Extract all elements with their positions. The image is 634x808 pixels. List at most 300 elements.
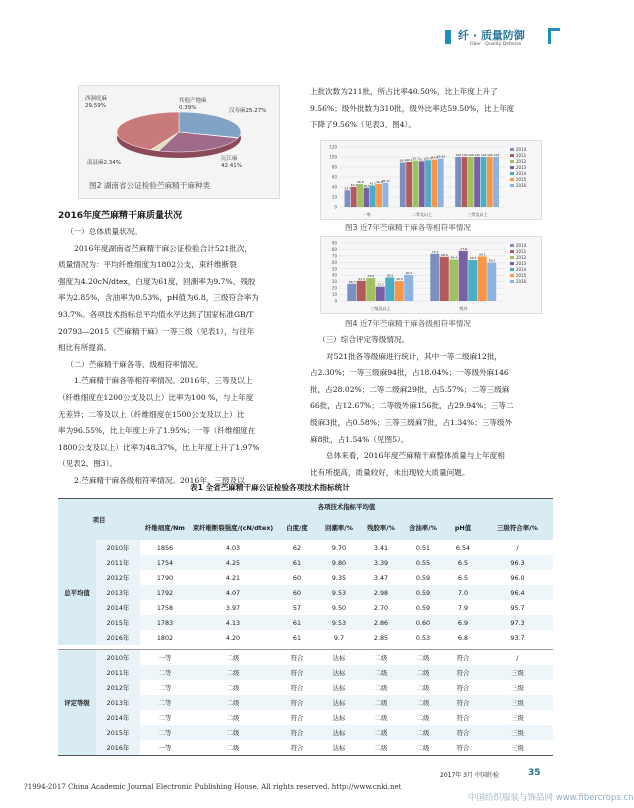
pie-label-other: 其他产地麻 0.39% — [179, 98, 207, 111]
table-row — [58, 600, 553, 615]
table-cell: 57 — [276, 600, 318, 615]
legend-swatch — [510, 262, 514, 265]
text-line: 相比有所提高。 — [58, 343, 112, 353]
column-header: 含油率/% — [402, 514, 444, 540]
table-row — [58, 650, 553, 666]
table-cell: 二等 — [140, 665, 190, 680]
table-row — [58, 680, 553, 695]
header-item: 项目 — [58, 499, 140, 540]
text-line: 占2.30%；一等三级麻94批，占18.04%；一等级外麻146 — [310, 368, 509, 378]
table-cell: 符合 — [444, 725, 482, 740]
bar — [425, 160, 431, 207]
bar — [357, 281, 366, 301]
bar — [345, 190, 351, 207]
table-cell: 4.07 — [190, 585, 276, 600]
bar-value-label: 35.6 — [367, 274, 375, 279]
text-line: 质量情况为：平均纤维细度为1802公支，束纤维断裂 — [58, 260, 237, 270]
table-cell: 符合 — [444, 695, 482, 710]
bar-value-label: 30.9 — [396, 277, 403, 282]
paragraph-summary — [310, 448, 550, 481]
bar — [376, 184, 382, 207]
bar-value-label: 69.1 — [479, 252, 486, 257]
table-cell: 9.70 — [318, 540, 360, 555]
y-tick-label: 0 — [334, 204, 337, 210]
text-line: 麻8批，占1.54%（见图5）。 — [310, 434, 409, 444]
figure-3-caption: 图3 近7年苎麻精干麻各等相符率情况 — [345, 223, 471, 232]
table-cell: 1802 — [140, 630, 190, 645]
legend-label: 2016 — [516, 183, 527, 188]
column-header: 束纤维断裂强度/(cN/dtex) — [190, 514, 276, 540]
pie-label-xidongting: 西洞庭麻 29.59% — [85, 96, 108, 109]
text-line: 级麻3批，占0.58%；三等三级麻7批，占1.34%；三等级外 — [310, 417, 513, 427]
y-tick-label: 90 — [331, 240, 337, 246]
table-cell: 二级 — [190, 695, 276, 710]
figure-4-caption: 图4 近7年苎麻精干麻各级相符率情况 — [345, 319, 471, 328]
table-cell: 3.41 — [360, 540, 402, 555]
bar — [468, 157, 474, 207]
table-cell: 二等 — [140, 710, 190, 725]
table-cell: 96.0 — [482, 570, 553, 585]
table-cell: 二等 — [140, 695, 190, 710]
legend-swatch — [510, 280, 514, 283]
bar — [400, 163, 406, 207]
bar-value-label: 45.8 — [356, 180, 364, 185]
x-category-label: 二等及以上 — [412, 212, 432, 217]
table-cell: 0.53 — [402, 630, 444, 645]
bar-value-label: 94.6 — [431, 155, 438, 160]
legend-label: 2011 — [516, 249, 527, 254]
bar — [357, 184, 363, 207]
bar — [459, 251, 468, 301]
bar-value-label: 100 — [480, 153, 487, 157]
bar-value-label: 90.1 — [406, 157, 413, 162]
y-tick-label: 80 — [331, 246, 337, 252]
table-cell: 符合 — [276, 740, 318, 755]
legend-swatch — [510, 160, 514, 163]
section-heading: 2016年度苎麻精干麻质量状况 — [58, 211, 183, 221]
text-line: 批，占28.02%；二等二级麻29批，占5.57%；二等三级麻 — [310, 384, 510, 394]
table-cell: 2012年 — [96, 570, 140, 585]
legend-swatch — [510, 148, 514, 151]
bar — [385, 277, 394, 301]
bar — [419, 161, 425, 207]
legend-label: 2013 — [516, 165, 527, 170]
legend-label: 2010 — [516, 243, 527, 248]
section-label: 总平均值 — [58, 540, 96, 645]
table-cell: 二级 — [190, 725, 276, 740]
table-cell: 9.35 — [318, 570, 360, 585]
bar — [430, 254, 439, 301]
y-tick-label: 120 — [329, 144, 337, 150]
y-tick-label: 60 — [331, 174, 337, 180]
table-cell: 2010年 — [96, 650, 140, 666]
text-line: 上批次数为211批，所占比率40.50%，比上年度上升了 — [310, 87, 498, 96]
bar — [474, 157, 480, 207]
table-cell: 二级 — [360, 725, 402, 740]
table-cell: 二级 — [402, 680, 444, 695]
text-line: 93.7%。各项技术指标总平均值水平达到了国家标准GB/T — [58, 309, 254, 319]
table-cell: 2011年 — [96, 665, 140, 680]
table-cell: 2013年 — [96, 585, 140, 600]
table-cell: 2015年 — [96, 615, 140, 630]
bar-value-label: 100 — [461, 153, 468, 157]
x-category-label: 一等 — [362, 212, 371, 217]
column-header: 三级符合率/% — [482, 514, 553, 540]
table-cell: 二级 — [360, 695, 402, 710]
table-cell: 达标 — [318, 650, 360, 666]
pie-label-yuanjiang: 沅江麻 42.41% — [221, 156, 242, 169]
y-tick-label: 70 — [331, 253, 337, 259]
legend-label: 2016 — [516, 279, 527, 284]
legend-swatch — [510, 244, 514, 247]
table-row — [58, 725, 553, 740]
table-title: 表1 全省苎麻精干麻公证检验各项技术指标统计 — [190, 483, 350, 492]
table-cell: 0.55 — [402, 555, 444, 570]
bar-value-label: 77.8 — [460, 246, 467, 251]
bar — [487, 263, 496, 301]
table-row — [58, 710, 553, 725]
table-cell: 符合 — [276, 680, 318, 695]
bar — [382, 183, 388, 207]
table-cell: 一等 — [140, 740, 190, 755]
legend-label: 2012 — [516, 159, 527, 164]
legend-label: 2013 — [516, 261, 527, 266]
table-cell: 二级 — [402, 695, 444, 710]
table-cell: 6.9 — [444, 615, 482, 630]
table-cell: 三级 — [482, 680, 553, 695]
bar — [351, 187, 357, 207]
table-cell: 4.20 — [190, 630, 276, 645]
bar — [478, 256, 487, 301]
table-cell: 三级 — [482, 695, 553, 710]
bar-value-label: 31.4 — [358, 276, 365, 281]
table-cell: 4.03 — [190, 540, 276, 555]
table-cell: 60 — [276, 585, 318, 600]
table-cell: 96.4 — [482, 585, 553, 600]
text-line: 9.56%；级外批数为310批，级外比率达59.50%，比上年度 — [310, 103, 515, 113]
bar-value-label: 40.5 — [405, 270, 413, 275]
table-cell: 符合 — [444, 650, 482, 666]
table-cell: 达标 — [318, 680, 360, 695]
table-cell: 93.7 — [482, 630, 553, 645]
table-cell: 符合 — [444, 740, 482, 755]
table-cell: 2016年 — [96, 630, 140, 645]
paragraph-grade — [58, 373, 293, 473]
figure-4 — [320, 236, 542, 314]
table-cell: 2013年 — [96, 695, 140, 710]
table-cell: 61 — [276, 615, 318, 630]
table-cell: 7.0 — [444, 585, 482, 600]
bar — [493, 157, 499, 207]
legend-swatch — [510, 256, 514, 259]
header-title: 纤 · 质量防御 — [458, 29, 525, 42]
text-line: 率为96.55%，比上年度上升了1.95%；一等（纤维细度在 — [58, 426, 256, 436]
bar — [404, 275, 413, 301]
bar-value-label: 100 — [455, 153, 462, 157]
table-cell: 1790 — [140, 570, 190, 585]
table-cell: 2012年 — [96, 680, 140, 695]
pie-caption: 图2 湖南省公证检验苎麻精干麻种类 — [89, 181, 211, 190]
y-tick-label: 0 — [334, 298, 337, 304]
bar-value-label: 100 — [474, 153, 481, 157]
bar-value-label: 43.1 — [369, 181, 377, 186]
table-cell: 3.39 — [360, 555, 402, 570]
table-cell: 二级 — [190, 740, 276, 755]
table-cell: 二级 — [190, 650, 276, 666]
legend-label: 2012 — [516, 255, 527, 260]
table-cell: 6.5 — [444, 555, 482, 570]
table-cell: 61 — [276, 555, 318, 570]
bar — [468, 260, 477, 301]
table-cell: 1792 — [140, 585, 190, 600]
table-cell: 二级 — [402, 740, 444, 755]
legend-label: 2014 — [516, 171, 527, 176]
bar — [347, 284, 356, 301]
text-line: 下降了9.56%（见表3、图4）。 — [310, 120, 416, 130]
table-cell: 符合 — [444, 665, 482, 680]
table-cell: 0.59 — [402, 570, 444, 585]
table-cell: 60 — [276, 570, 318, 585]
table-cell: 二等 — [140, 725, 190, 740]
bar-value-label: 100 — [487, 153, 493, 157]
table-cell: 0.51 — [402, 540, 444, 555]
stats-table-wrap — [58, 498, 553, 756]
table-cell: 9.53 — [318, 615, 360, 630]
table-cell: 2.70 — [360, 600, 402, 615]
bar-value-label: 63.5 — [469, 256, 477, 261]
figure-3 — [320, 140, 542, 220]
y-tick-label: 20 — [331, 285, 337, 291]
table-cell: 三级 — [482, 740, 553, 755]
legend-swatch — [510, 268, 514, 271]
table-cell: 二级 — [360, 650, 402, 666]
table-cell: 符合 — [276, 695, 318, 710]
table-row — [58, 630, 553, 645]
watermark: 中国纺织服装与饰品网 www.fibercrops.cn — [468, 793, 634, 803]
table-cell: 二级 — [190, 710, 276, 725]
table-row — [58, 540, 553, 555]
legend-swatch — [510, 166, 514, 169]
legend-label: 2011 — [516, 153, 527, 158]
paragraph-overall — [58, 241, 293, 357]
table-cell: 达标 — [318, 725, 360, 740]
y-tick-label: 50 — [331, 266, 337, 272]
pie-label-nanxian: 南县麻2.34% — [87, 160, 121, 166]
header-group: 各项技术指标平均值 — [140, 499, 553, 514]
table-cell: 6.54 — [444, 540, 482, 555]
table-cell: 9.80 — [318, 555, 360, 570]
y-tick-label: 40 — [331, 184, 337, 190]
text-line: 66批，占12.67%；二等级外麻156批，占29.94%；三等二 — [310, 401, 514, 411]
table-cell: 2.86 — [360, 615, 402, 630]
table-cell: 二级 — [360, 710, 402, 725]
legend-label: 2015 — [516, 177, 527, 182]
bar — [480, 157, 486, 207]
bar-chart-grade — [321, 141, 541, 219]
bar-value-label: 33.4 — [344, 186, 352, 191]
bar — [370, 185, 376, 207]
table-cell: 符合 — [276, 650, 318, 666]
bar-value-label: 100 — [493, 153, 500, 157]
table-cell: 二级 — [360, 680, 402, 695]
table-cell: 6.8 — [444, 630, 482, 645]
bar-value-label: 92.7 — [412, 156, 420, 161]
legend-swatch — [510, 274, 514, 277]
y-tick-label: 100 — [329, 154, 337, 160]
text-line: 总体来看，2016年度苎麻精干麻整体质量与上年度相 — [326, 451, 505, 461]
bar — [449, 259, 458, 301]
table-cell: 4.13 — [190, 615, 276, 630]
y-tick-label: 30 — [331, 279, 337, 285]
table-cell: 0.59 — [402, 600, 444, 615]
table-cell: 96.3 — [482, 555, 553, 570]
table-cell: 9.50 — [318, 600, 360, 615]
table-row — [58, 585, 553, 600]
bar-value-label: 96.55 — [436, 154, 446, 159]
bar — [413, 161, 419, 207]
legend-swatch — [510, 184, 514, 187]
table-row — [58, 555, 553, 570]
bar-value-label: 26.7 — [348, 279, 356, 284]
table-cell: 1783 — [140, 615, 190, 630]
column-header: 纤维细度/Nm — [140, 514, 190, 540]
table-cell: 2011年 — [96, 555, 140, 570]
text-line: 1.苎麻精干麻各等相符率情况。2016年，三等及以上 — [74, 376, 253, 386]
table-cell: 1754 — [140, 555, 190, 570]
bar-value-label: 68.6 — [441, 252, 448, 257]
table-cell: 62 — [276, 540, 318, 555]
paragraph-level-cont — [310, 84, 550, 134]
table-cell: 2014年 — [96, 710, 140, 725]
table-row — [58, 615, 553, 630]
table-cell: 4.21 — [190, 570, 276, 585]
text-line: 率为2.85%，含油率为0.53%，pH值为6.8，三级符合率为 — [58, 293, 259, 303]
table-cell: 2.98 — [360, 585, 402, 600]
bar-value-label: 91.3 — [418, 157, 426, 162]
bar-value-label: 38.5 — [363, 183, 371, 188]
table-cell: 1856 — [140, 540, 190, 555]
text-line: 2016年度湖南省苎麻精干麻公证检验合计521批次， — [74, 243, 253, 253]
y-tick-label: 40 — [331, 272, 337, 278]
y-tick-label: 20 — [331, 194, 337, 200]
text-line: （见表2、图3）。 — [58, 459, 118, 469]
bar-chart-level — [321, 237, 541, 313]
subheading-2: （二）苎麻精干麻各等、级相符率情况。 — [66, 359, 203, 369]
legend-label: 2010 — [516, 147, 527, 152]
text-line: 20793—2015《苎麻精干麻》一等三级（见表1），与往年 — [58, 326, 255, 336]
column-header: 残胶率/% — [360, 514, 402, 540]
table-cell: 6.5 — [444, 570, 482, 585]
bar-value-label: 40.2 — [350, 182, 358, 187]
bar — [438, 159, 444, 207]
paragraph-composite — [310, 349, 550, 449]
text-line: 比有所提高，质量较好，未出现较大质量问题。 — [310, 467, 470, 477]
table-cell: 达标 — [318, 695, 360, 710]
table-cell: 9.7 — [318, 630, 360, 645]
bar-value-label: 73.3 — [431, 249, 439, 254]
x-category-label: 级外 — [459, 306, 468, 311]
bar-value-label: 36.5 — [386, 273, 394, 278]
bar-value-label: 22.2 — [377, 282, 384, 287]
copyright-line: ?1994-2017 China Academic Journal Electronic Publishing House. All rights reserved. http://www.cnki.net — [24, 783, 402, 791]
bar — [487, 157, 493, 207]
table-cell: 二级 — [402, 650, 444, 666]
bar-value-label: 64.4 — [450, 255, 458, 260]
table-cell: 符合 — [444, 680, 482, 695]
header-subtitle: Fiber · Quality Defense — [470, 42, 522, 47]
bar — [440, 257, 449, 301]
table-cell: 二级 — [360, 740, 402, 755]
column-header: pH值 — [444, 514, 482, 540]
y-tick-label: 60 — [331, 259, 337, 265]
legend-label: 2014 — [516, 267, 527, 272]
table-cell: 4.25 — [190, 555, 276, 570]
table-cell: 2.85 — [360, 630, 402, 645]
x-category-label: 三等及以上 — [467, 212, 488, 217]
bar — [455, 157, 461, 207]
bar-value-label: 59.5 — [488, 258, 496, 263]
bar-value-label: 88.9 — [399, 158, 407, 163]
bar — [406, 162, 412, 207]
y-tick-label: 10 — [331, 292, 337, 298]
table-cell: 7.9 — [444, 600, 482, 615]
paragraph-level-start: 2.苎麻精干麻各级相符率情况。2016年，三级及以 — [74, 475, 245, 485]
table-cell: 三级 — [482, 665, 553, 680]
column-header: 白度/度 — [276, 514, 318, 540]
text-line: 强度为4.20cN/dtex，白度为61度，回潮率为9.7%，残胶 — [58, 276, 256, 286]
pie-label-hanshou: 汉寿麻25.27% — [229, 108, 267, 114]
table-cell: 达标 — [318, 665, 360, 680]
section-label: 评定等级 — [58, 650, 96, 756]
table-cell: 三级 — [482, 725, 553, 740]
bar-value-label: 48.37 — [381, 178, 390, 183]
table-cell: 二级 — [190, 665, 276, 680]
bar — [366, 278, 375, 301]
stats-table — [58, 499, 553, 755]
table-cell: 2016年 — [96, 740, 140, 755]
subheading-3: （三）综合评定等级情况。 — [318, 335, 410, 344]
table-cell: 1758 — [140, 600, 190, 615]
column-header: 回潮率/% — [318, 514, 360, 540]
page-number: 35 — [528, 768, 541, 778]
table-cell: 达标 — [318, 710, 360, 725]
legend-swatch — [510, 154, 514, 157]
table-cell: 9.53 — [318, 585, 360, 600]
table-cell: 二级 — [402, 725, 444, 740]
legend-swatch — [510, 172, 514, 175]
bar-value-label: 100 — [468, 153, 474, 157]
header-accent-left — [445, 30, 451, 44]
table-cell: 二级 — [360, 665, 402, 680]
table-cell: 0.60 — [402, 615, 444, 630]
table-cell: 符合 — [276, 665, 318, 680]
legend-swatch — [510, 178, 514, 181]
table-cell: 符合 — [276, 725, 318, 740]
table-row — [58, 695, 553, 710]
bar — [431, 160, 437, 207]
table-cell: 二级 — [402, 710, 444, 725]
bar — [462, 157, 468, 207]
x-category-label: 三级及以上 — [370, 306, 391, 311]
y-tick-label: 80 — [331, 164, 337, 170]
bar-value-label: 46.4 — [375, 179, 383, 184]
table-cell: 符合 — [444, 710, 482, 725]
table-cell: / — [482, 540, 553, 555]
pie-figure — [78, 85, 280, 199]
table-cell: 2010年 — [96, 540, 140, 555]
table-cell: 2015年 — [96, 725, 140, 740]
table-cell: 符合 — [276, 710, 318, 725]
